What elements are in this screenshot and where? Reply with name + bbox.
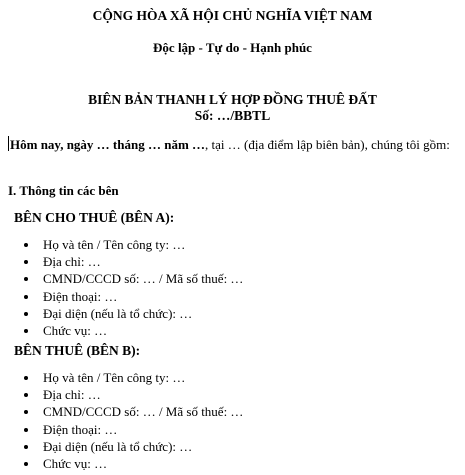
list-item: Chức vụ: … (0, 455, 440, 472)
document-title-block (0, 92, 465, 124)
section-heading-parties: I. Thông tin các bên (8, 183, 119, 198)
list-item: CMND/CCCD số: … / Mã số thuế: … (0, 403, 440, 420)
list-item: Đại diện (nếu là tổ chức): … (0, 438, 440, 455)
list-item: Địa chỉ: … (0, 386, 440, 403)
list-item: CMND/CCCD số: … / Mã số thuế: … (0, 270, 440, 287)
party-a-list (0, 236, 440, 339)
document-number: Số: …/BBTL (194, 108, 271, 123)
list-item: Đại diện (nếu là tổ chức): … (0, 305, 440, 322)
list-item: Địa chỉ: … (0, 253, 440, 270)
list-item: Điện thoại: … (0, 421, 440, 438)
text-cursor (8, 136, 9, 151)
document-title: BIÊN BẢN THANH LÝ HỢP ĐỒNG THUÊ ĐẤT (88, 92, 377, 107)
list-item: Họ và tên / Tên công ty: … (0, 369, 440, 386)
party-b-heading: BÊN THUÊ (BÊN B): (14, 343, 141, 358)
national-title: CỘNG HÒA XÃ HỘI CHỦ NGHĨA VIỆT NAM (92, 8, 373, 23)
party-a-heading: BÊN CHO THUÊ (BÊN A): (14, 210, 175, 225)
intro-date: Hôm nay, ngày … tháng … năm … (10, 137, 206, 152)
list-item: Chức vụ: … (0, 322, 440, 339)
list-item: Điện thoại: … (0, 288, 440, 305)
intro-paragraph[interactable] (8, 136, 456, 153)
party-b-list (0, 369, 440, 472)
intro-rest: , tại … (địa điểm lập biên bản), chúng tôi gồm: (205, 137, 450, 152)
national-motto: Độc lập - Tự do - Hạnh phúc (153, 40, 312, 55)
list-item: Họ và tên / Tên công ty: … (0, 236, 440, 253)
